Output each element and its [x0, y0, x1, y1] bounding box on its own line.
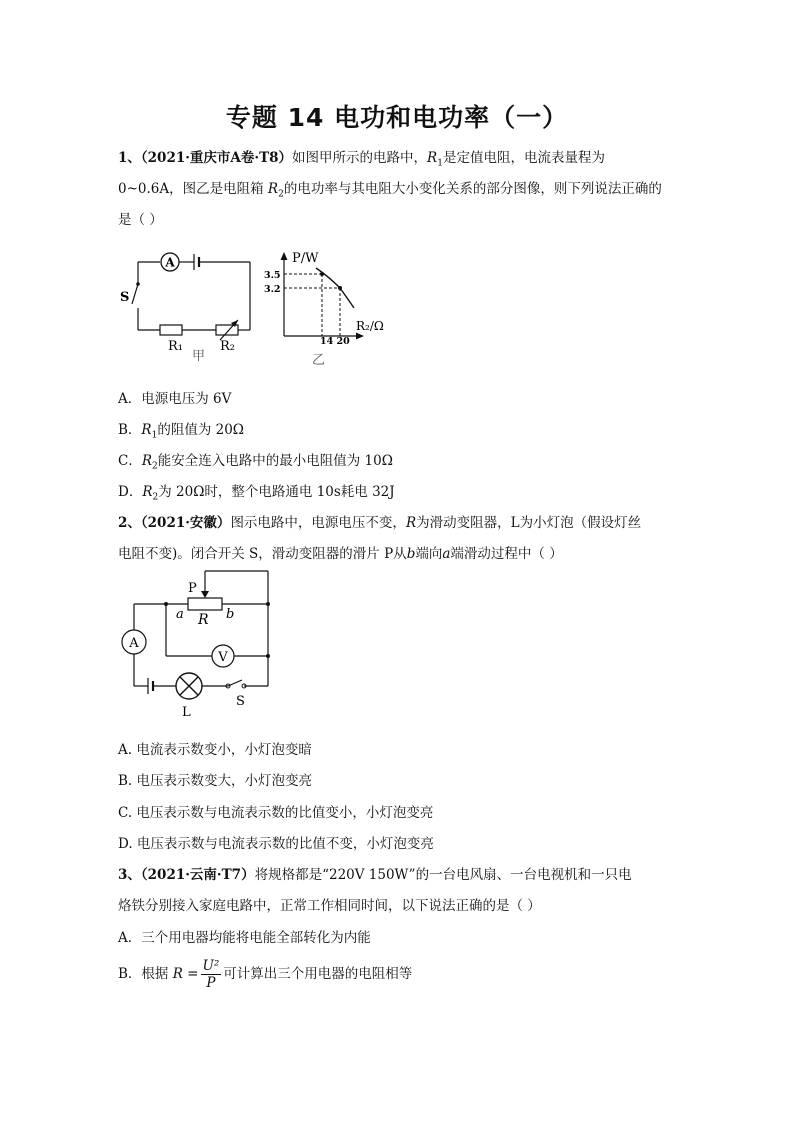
q2-text: 端滑动过程中（ ）: [450, 546, 563, 562]
option-text: 为 20Ω时，整个电路通电 10s耗电 32J: [158, 484, 395, 500]
page-title: 专题 14 电功和电功率（一）: [225, 103, 569, 132]
q2-line-1: [118, 511, 641, 531]
q1-source: （2021·重庆市A卷·T8）: [140, 150, 293, 166]
formula-denominator: P: [206, 975, 216, 991]
figure-caption-yi: 乙: [312, 353, 326, 368]
q1-circuit-figure: [118, 244, 258, 366]
option-letter: D．: [118, 484, 143, 500]
option-letter: B．根据: [118, 966, 173, 982]
option-text: 能安全连入电路中的最小电阻值为 10Ω: [157, 453, 393, 469]
a-symbol: a: [442, 546, 451, 562]
graph-tick-y: 3.5: [264, 270, 281, 281]
r1-symbol: R: [141, 422, 152, 438]
q3-option-b: [118, 958, 412, 991]
q2-source: （2021·安徽）: [140, 515, 231, 531]
option-letter: B．: [118, 422, 142, 438]
graph-tick-y: 3.2: [264, 284, 281, 295]
ammeter-icon: [161, 253, 179, 271]
q2-text: 为滑动变阻器，L为小灯泡（假设灯丝: [416, 515, 642, 531]
q3-source: （2021·云南·T7）: [140, 867, 255, 883]
q1-option-a: A．电源电压为 6V: [118, 391, 232, 407]
q1-option-c: C．$R_2$能安全连入电路中的最小电阻值为 10Ω: [118, 453, 393, 472]
terminal-label-b: b: [226, 607, 235, 622]
r-symbol: R: [405, 515, 417, 531]
q2-text: 图示电路中，电源电压不变，: [230, 515, 406, 531]
rheostat-label: R: [198, 612, 209, 628]
ammeter-label: A: [165, 255, 175, 270]
formula-lhs: R =: [172, 966, 199, 982]
slider-label-p: P: [188, 581, 197, 596]
ammeter-icon: [122, 630, 146, 654]
q2-line-2: [118, 542, 563, 562]
formula-numerator: U²: [202, 958, 220, 974]
q2-option-d: D. 电压表示数与电流表示数的比值不变，小灯泡变亮: [118, 836, 434, 852]
formula-fraction: [201, 958, 222, 991]
q1-text: 0~0.6A，图乙是电阻箱: [118, 181, 268, 197]
ammeter-label: A: [129, 636, 139, 651]
q1-number: 1、: [118, 150, 141, 166]
q3-text: 将规格都是“220V 150W”的一台电风扇、一台电视机和一只电: [254, 867, 632, 883]
q2-option-a: A. 电流表示数变小，小灯泡变暗: [118, 742, 312, 758]
q1-option-b: B．$R_1$的阻值为 20Ω: [118, 422, 244, 441]
voltmeter-label: V: [218, 650, 228, 665]
q1-text: 是定值电阻，电流表量程为: [442, 150, 605, 166]
q1-text: 的电功率与其电阻大小变化关系的部分图像，则下列说法正确的: [283, 181, 662, 197]
q3-line-2: 烙铁分别接入家庭电路中，正常工作相同时间，以下说法正确的是（ ）: [118, 898, 541, 914]
q2-option-c: C. 电压表示数与电流表示数的比值变小，小灯泡变亮: [118, 805, 434, 821]
q1-line-2: 0~0.6A，图乙是电阻箱 $R_2$的电功率与其电阻大小变化关系的部分图像，则下列说法正确的: [118, 181, 662, 200]
switch-label: S: [120, 290, 130, 305]
q3-option-a: A．三个用电器均能将电能全部转化为内能: [118, 930, 371, 946]
terminal-label-a: a: [176, 607, 184, 622]
r2-symbol: R: [141, 453, 153, 469]
q2-circuit-figure: [116, 566, 286, 724]
graph-y-axis-label: P/W: [292, 251, 319, 266]
q2-text: 端向: [415, 546, 443, 562]
q1-text: 如图甲所示的电路中，: [292, 150, 428, 166]
q1-power-graph: [262, 244, 402, 368]
switch-label: S: [236, 694, 245, 709]
q1-option-d: D．$R_2$为 20Ω时，整个电路通电 10s耗电 32J: [118, 484, 395, 503]
q1-line-3: 是（ ）: [118, 212, 163, 228]
option-text: 可计算出三个用电器的电阻相等: [223, 966, 413, 982]
b-symbol: b: [406, 546, 416, 562]
figure-caption-jia: 甲: [192, 349, 206, 364]
r1-symbol: R: [427, 150, 438, 166]
r2-symbol: R: [142, 484, 153, 500]
r2-label: R₂: [220, 339, 235, 354]
q1-line-1: 1、（2021·重庆市A卷·T8）如图甲所示的电路中，$R_1$是定值电阻，电流表量程为: [118, 150, 605, 169]
lamp-icon: [176, 673, 202, 699]
r2-symbol: R: [267, 181, 279, 197]
q3-line-1: [118, 863, 632, 883]
graph-x-axis-label: R₂/Ω: [356, 319, 384, 333]
option-letter: C．: [118, 453, 142, 469]
q3-number: 3、: [118, 867, 141, 883]
q2-text: 电阻不变)。闭合开关 S，滑动变阻器的滑片 P从: [118, 546, 407, 562]
voltmeter-icon: [212, 645, 234, 667]
graph-tick-x: 14 20: [320, 336, 350, 347]
lamp-label: L: [182, 705, 191, 720]
option-text: 的阻值为 20Ω: [157, 422, 244, 438]
r1-label: R₁: [168, 339, 183, 354]
q2-number: 2、: [118, 515, 141, 531]
q2-option-b: B. 电压表示数变大，小灯泡变亮: [118, 773, 313, 789]
